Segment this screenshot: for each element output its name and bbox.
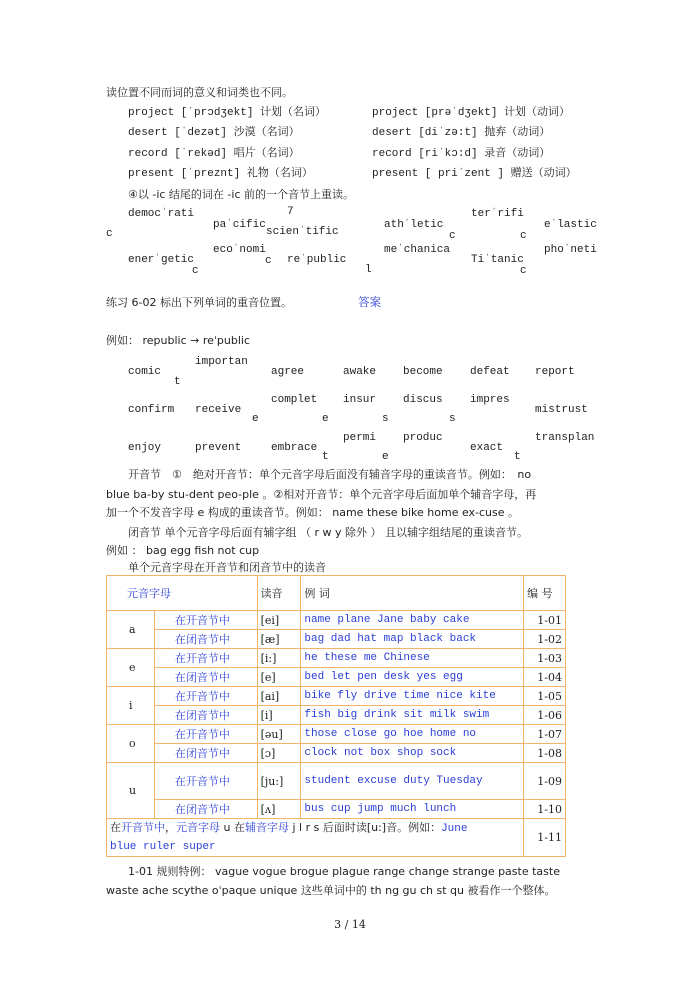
open-syllable-line: 加一个不发音字母 e 构成的重读音节。例如： name these bike home ex-cuse 。 bbox=[106, 506, 520, 519]
ic-word: terˈrifi bbox=[471, 208, 524, 220]
special-rule-line: waste ache scythe oˈpaque unique 这些单词中的 th ng gu ch st qu 被看作一个整体。 bbox=[106, 884, 556, 897]
u-rule-line bbox=[110, 819, 520, 838]
row-number: 1-04 bbox=[524, 668, 566, 687]
example-words: name plane Jane baby cake bbox=[301, 611, 524, 630]
ic-word: enerˈgetic bbox=[128, 254, 195, 266]
u-rule-example-line: blue ruler super bbox=[110, 841, 216, 853]
exercise-word-tail: e bbox=[382, 451, 389, 463]
exercise-title: 练习 6-02 标出下列单词的重音位置。 bbox=[106, 296, 292, 309]
ic-word: paˈcific bbox=[213, 219, 266, 231]
exercise-word-tail: s bbox=[382, 413, 389, 425]
exercise-word-tail: t bbox=[174, 376, 181, 388]
syllable-type: 在开音节中 bbox=[154, 649, 257, 668]
ic-word-tail: l bbox=[365, 264, 372, 276]
table-row bbox=[107, 706, 566, 725]
u-rule-highlight: 辅音字母 bbox=[244, 821, 289, 834]
u-rule-text: 在 bbox=[110, 821, 121, 834]
u-rule-example: June bbox=[441, 823, 468, 835]
u-rule-text: j l r s 后面时读[u:]音。例如： bbox=[288, 821, 442, 834]
exercise-word: awake bbox=[343, 366, 377, 378]
example-words: bike fly drive time nice kite bbox=[301, 687, 524, 706]
exercise-word: confirm bbox=[128, 404, 175, 416]
row-number: 1-05 bbox=[524, 687, 566, 706]
example-words: bed let pen desk yes egg bbox=[301, 668, 524, 687]
table-title: 单个元音字母在开音节和闭音节中的读音 bbox=[128, 561, 326, 574]
exercise-word-tail: e bbox=[322, 413, 329, 425]
ipa: [i:] bbox=[257, 649, 301, 668]
syllable-type: 在闭音节中 bbox=[154, 800, 257, 819]
ipa: [i] bbox=[257, 706, 301, 725]
syllable-type: 在开音节中 bbox=[154, 725, 257, 744]
exercise-word: receive bbox=[195, 404, 242, 416]
exercise-word: defeat bbox=[470, 366, 510, 378]
closed-syllable-line: 例如 ： bag egg fish not cup bbox=[106, 544, 260, 557]
ic-word-tail: c bbox=[449, 230, 456, 242]
pair-right: project [prəˈdʒekt] 计划（动词） bbox=[372, 107, 571, 119]
u-rule-highlight: 元音字母 bbox=[176, 821, 220, 834]
row-number: 1-02 bbox=[524, 630, 566, 649]
ipa: [ʌ] bbox=[257, 800, 301, 819]
table-row-last bbox=[107, 819, 566, 857]
pair-right: desert [diˈzə:t] 抛弃（动词） bbox=[372, 127, 551, 139]
table-row bbox=[107, 725, 566, 744]
ic-word-tail: 7 bbox=[287, 206, 294, 218]
row-number: 1-01 bbox=[524, 611, 566, 630]
header-read: 读音 bbox=[257, 576, 301, 611]
exercise-word: transplan bbox=[535, 432, 595, 444]
table-row bbox=[107, 611, 566, 630]
ic-word: ecoˈnomi bbox=[213, 244, 266, 256]
ipa: [ju:] bbox=[257, 763, 301, 800]
u-rule-highlight: 开音节中 bbox=[121, 821, 165, 834]
page-number: 3 / 14 bbox=[334, 918, 366, 931]
pair-right: record [riˈkɔ:d] 录音（动词） bbox=[372, 148, 551, 160]
vowel-letter: a bbox=[107, 611, 155, 649]
exercise-word-tail: t bbox=[322, 451, 329, 463]
row-number: 1-03 bbox=[524, 649, 566, 668]
exercise-word-tail: e bbox=[252, 413, 259, 425]
exercise-word: complet bbox=[271, 394, 318, 406]
ipa: [əu] bbox=[257, 725, 301, 744]
header-examples: 例 词 bbox=[301, 576, 524, 611]
row-number: 1-08 bbox=[524, 744, 566, 763]
exercise-word: impres bbox=[470, 394, 510, 406]
ic-word: phoˈneti bbox=[544, 244, 597, 256]
table-row bbox=[107, 668, 566, 687]
table-row bbox=[107, 649, 566, 668]
table-row bbox=[107, 744, 566, 763]
exercise-word: discus bbox=[403, 394, 443, 406]
ic-word-tail: c bbox=[520, 265, 527, 277]
pair-left: desert [ˈdezət] 沙漠（名词） bbox=[128, 127, 300, 139]
syllable-type: 在闭音节中 bbox=[154, 706, 257, 725]
ipa: [e] bbox=[257, 668, 301, 687]
header-vowel: 元音字母 bbox=[107, 576, 258, 611]
exercise-word: mistrust bbox=[535, 404, 588, 416]
syllable-type: 在闭音节中 bbox=[154, 668, 257, 687]
exercise-word: comic bbox=[128, 366, 162, 378]
table-row bbox=[107, 763, 566, 800]
ic-word: meˈchanica bbox=[384, 244, 451, 256]
syllable-type: 在开音节中 bbox=[154, 763, 257, 800]
example-words: fish big drink sit milk swim bbox=[301, 706, 524, 725]
ic-word-tail: c bbox=[106, 228, 113, 240]
row-number: 1-11 bbox=[524, 819, 566, 857]
pair-left: project [ˈprɔdʒekt] 计划（名词） bbox=[128, 107, 327, 119]
open-syllable-line: blue ba-by stu-dent peo-ple 。②相对开音节：单个元音字母后面加单个辅音字母，再 bbox=[106, 488, 537, 501]
syllable-type: 在闭音节中 bbox=[154, 744, 257, 763]
exercise-word-tail: t bbox=[514, 451, 521, 463]
ic-word: athˈletic bbox=[384, 219, 444, 231]
row-number: 1-10 bbox=[524, 800, 566, 819]
header-num: 编 号 bbox=[524, 576, 566, 611]
intro-text: 读位置不同而词的意义和词类也不同。 bbox=[106, 86, 293, 99]
special-rule-line: 1-01 规则特例： vague vogue brogue plague range change strange paste taste bbox=[128, 865, 560, 878]
example-words: student excuse duty Tuesday bbox=[301, 763, 524, 800]
example-words: bus cup jump much lunch bbox=[301, 800, 524, 819]
vowel-letter: u bbox=[107, 763, 155, 819]
exercise-word: report bbox=[535, 366, 575, 378]
syllable-type: 在开音节中 bbox=[154, 611, 257, 630]
u-rule-text: ， bbox=[165, 821, 176, 834]
closed-syllable-line: 闭音节 单个元音字母后面有辅字组 （ r w y 除外 ） 且以辅字组结尾的重读音节。 bbox=[128, 526, 528, 539]
vowel-table bbox=[106, 575, 566, 857]
u-rule-cell bbox=[107, 819, 524, 857]
vowel-letter: o bbox=[107, 725, 155, 763]
row-number: 1-06 bbox=[524, 706, 566, 725]
ic-word: reˈpublic bbox=[287, 254, 347, 266]
example-words: bag dad hat map black back bbox=[301, 630, 524, 649]
exercise-word: enjoy bbox=[128, 442, 162, 454]
ipa: [ai] bbox=[257, 687, 301, 706]
row-number: 1-09 bbox=[524, 763, 566, 800]
ic-word: Tiˈtanic bbox=[471, 254, 524, 266]
pair-right: present [ priˈzent ] 赠送（动词） bbox=[372, 168, 577, 180]
ic-word: democˈrati bbox=[128, 208, 195, 220]
ipa: [ɔ] bbox=[257, 744, 301, 763]
ic-word-tail: c bbox=[192, 265, 199, 277]
exercise-word: importan bbox=[195, 356, 248, 368]
example-words: clock not box shop sock bbox=[301, 744, 524, 763]
table-row bbox=[107, 630, 566, 649]
syllable-type: 在闭音节中 bbox=[154, 630, 257, 649]
row-number: 1-07 bbox=[524, 725, 566, 744]
open-syllable-line: 开音节 ① 绝对开音节：单个元音字母后面没有辅音字母的重读音节。例如： no bbox=[128, 468, 532, 481]
u-rule-text: u 在 bbox=[220, 821, 245, 834]
exercise-word: permi bbox=[343, 432, 377, 444]
table-row bbox=[107, 687, 566, 706]
vowel-letter: e bbox=[107, 649, 155, 687]
vowel-letter: i bbox=[107, 687, 155, 725]
table-header-row bbox=[107, 576, 566, 611]
answer-link[interactable]: 答案 bbox=[358, 295, 381, 309]
exercise-word: become bbox=[403, 366, 443, 378]
ic-word: eˈlastic bbox=[544, 219, 597, 231]
syllable-type: 在开音节中 bbox=[154, 687, 257, 706]
ic-word-tail: c bbox=[520, 230, 527, 242]
ic-word-tail: c bbox=[265, 255, 272, 267]
rule-ic: ④以 -ic 结尾的词在 -ic 前的一个音节上重读。 bbox=[128, 188, 354, 201]
ipa: [æ] bbox=[257, 630, 301, 649]
exercise-word: produc bbox=[403, 432, 443, 444]
table-row bbox=[107, 800, 566, 819]
pair-left: record [ˈrekəd] 唱片（名词） bbox=[128, 148, 300, 160]
exercise-word: agree bbox=[271, 366, 305, 378]
ipa: [ei] bbox=[257, 611, 301, 630]
example-words: those close go hoe home no bbox=[301, 725, 524, 744]
example-words: he these me Chinese bbox=[301, 649, 524, 668]
pair-left: present [ˈpreznt] 礼物（名词） bbox=[128, 168, 313, 180]
exercise-word-tail: s bbox=[449, 413, 456, 425]
ic-word: scienˈtific bbox=[266, 226, 339, 238]
exercise-word: insur bbox=[343, 394, 377, 406]
exercise-word: embrace bbox=[271, 442, 318, 454]
exercise-word: exact bbox=[470, 442, 504, 454]
example-line: 例如： republic → reˈpublic bbox=[106, 334, 251, 347]
exercise-word: prevent bbox=[195, 442, 242, 454]
